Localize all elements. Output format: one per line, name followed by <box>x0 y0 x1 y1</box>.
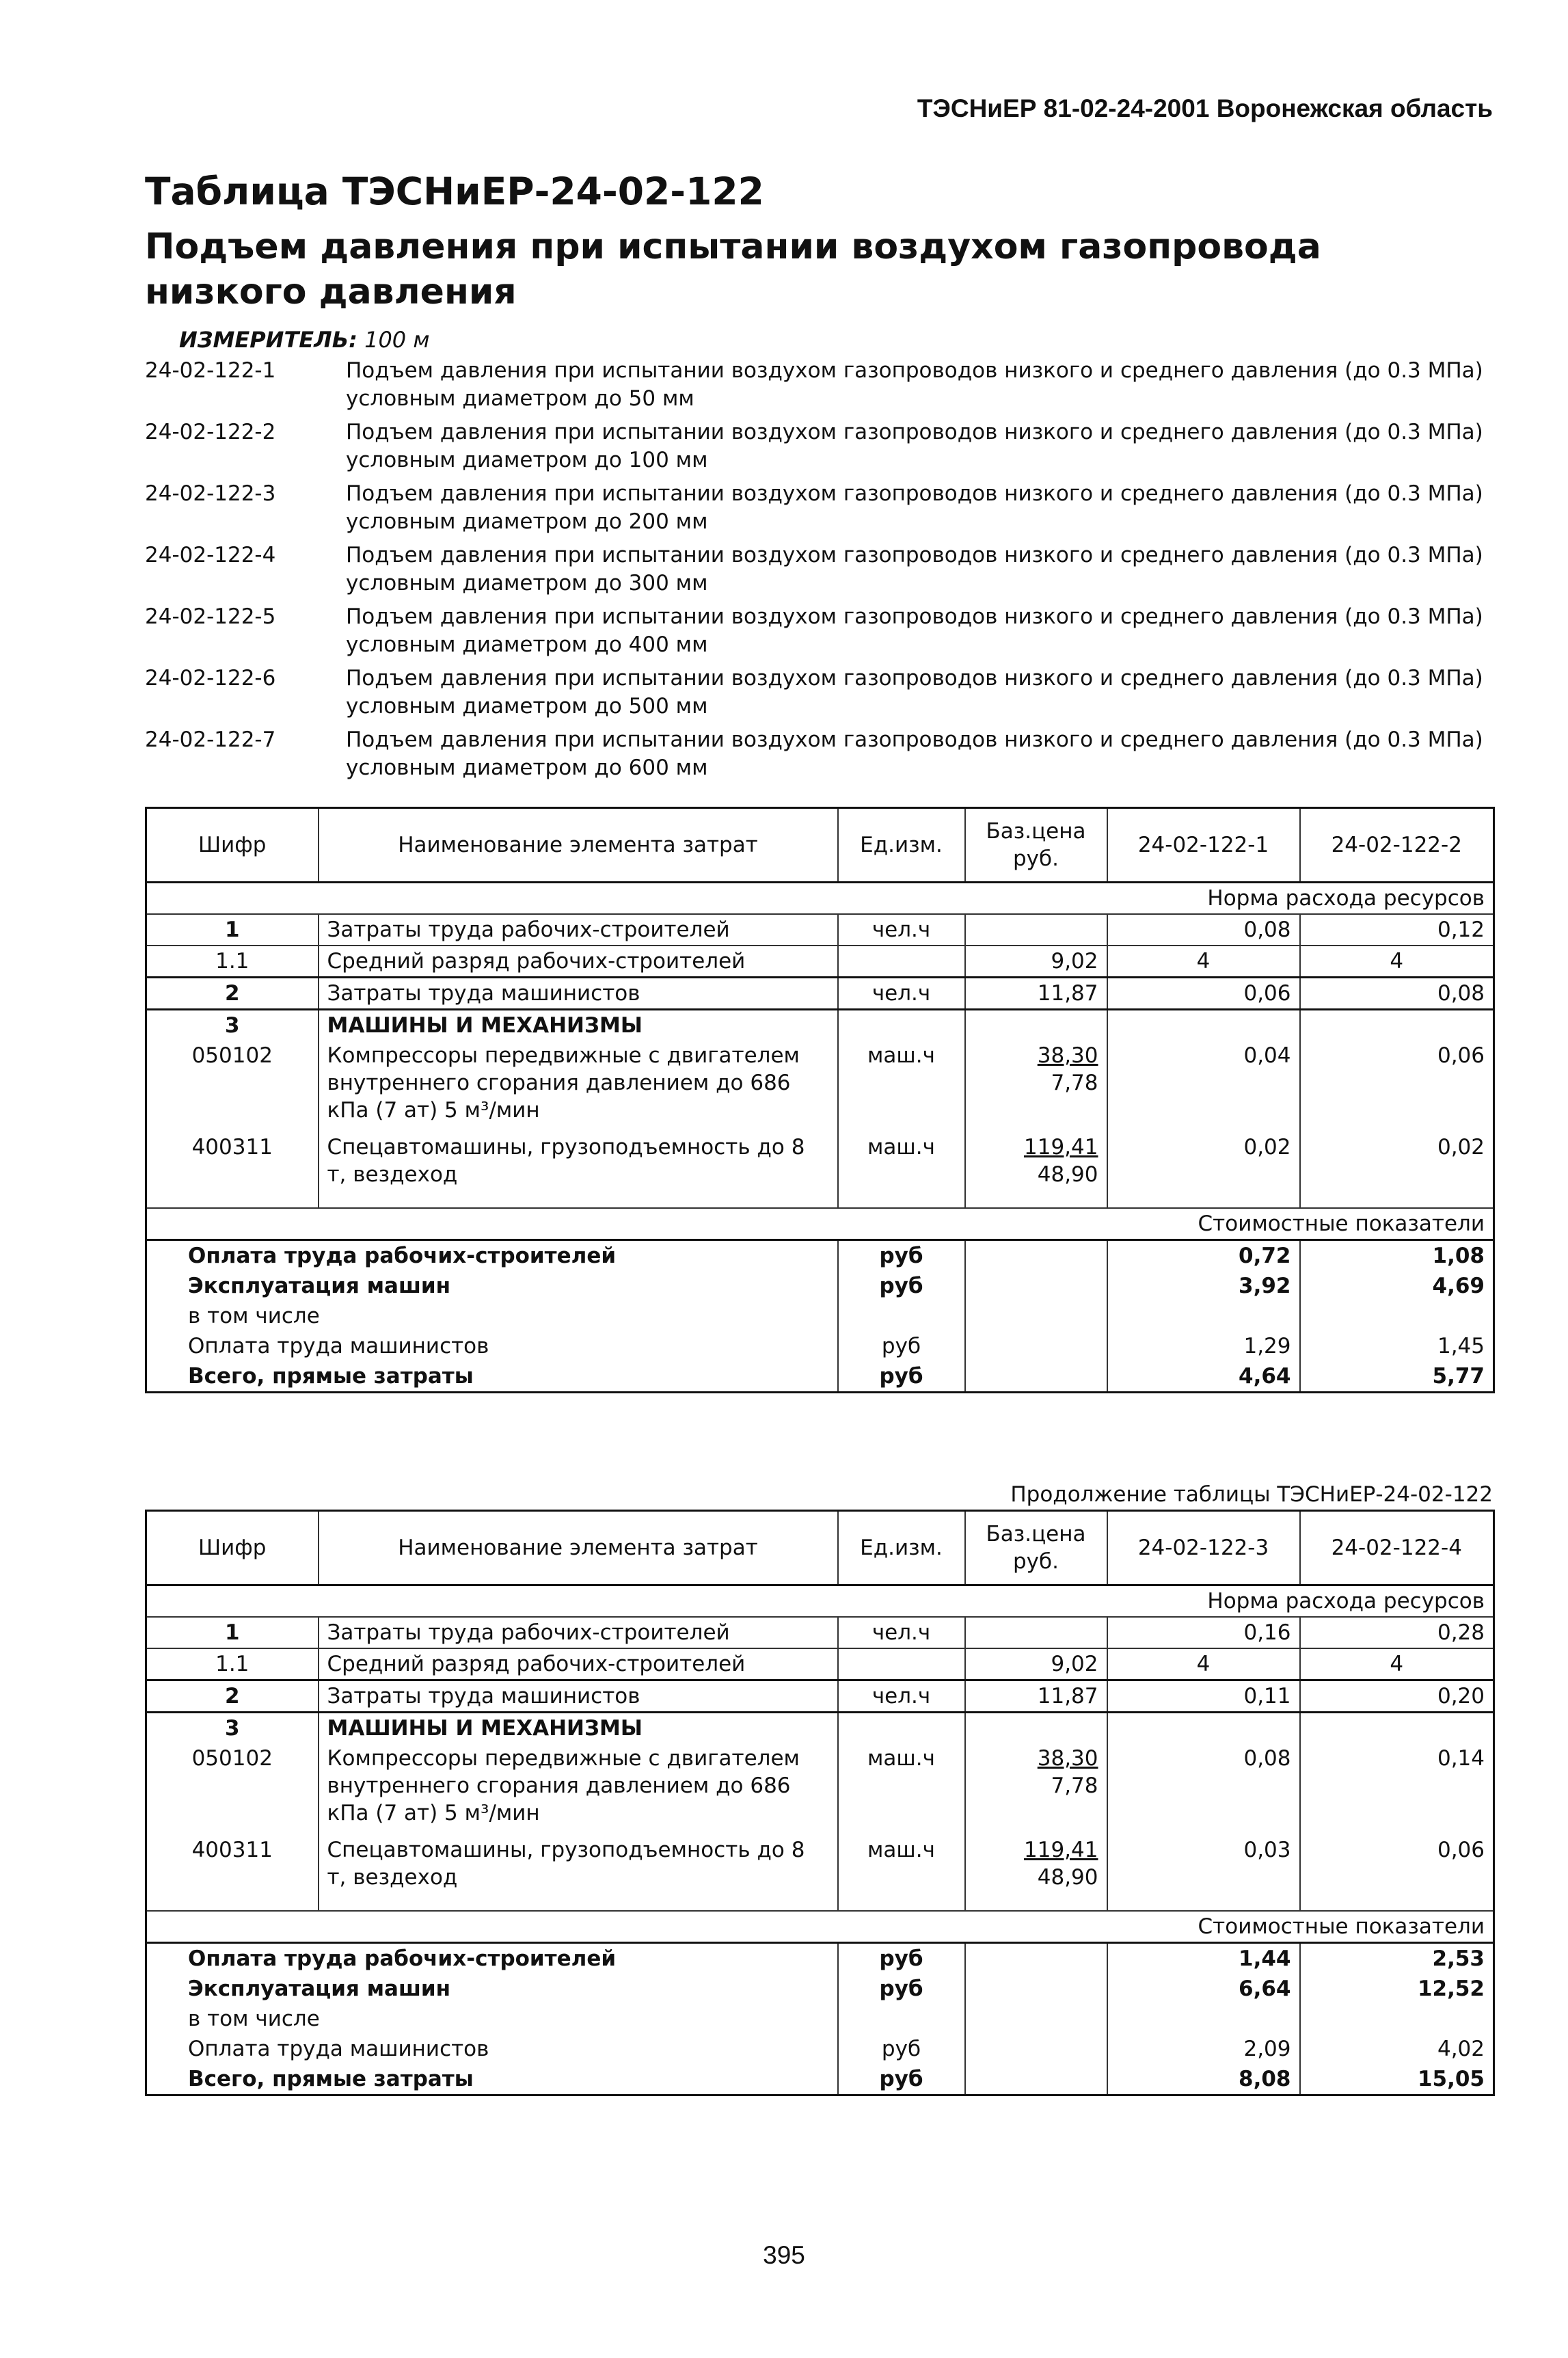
row-unit: чел.ч <box>838 914 965 946</box>
total-row <box>146 1301 1494 1331</box>
unit-item <box>145 357 1498 413</box>
row-value-2: 0,20 <box>1300 1680 1494 1713</box>
total-name: Эксплуатация машин <box>146 1974 838 2004</box>
table-row <box>146 914 1494 946</box>
row-value-1: 0,11 <box>1107 1680 1300 1713</box>
row-code: 400311 <box>146 1125 319 1208</box>
row-code: 050102 <box>146 1743 319 1828</box>
section-row-norma <box>146 883 1494 915</box>
row-value-2: 0,12 <box>1300 914 1494 946</box>
row-value-2: 4 <box>1300 946 1494 978</box>
row-code: 050102 <box>146 1041 319 1125</box>
unit-code: 24-02-122-7 <box>145 727 276 752</box>
total-row <box>146 2034 1494 2064</box>
row-code: 400311 <box>146 1828 319 1911</box>
unit-item <box>145 541 1498 598</box>
total-value-2: 15,05 <box>1300 2064 1494 2095</box>
unit-item <box>145 603 1498 659</box>
measure-value: 100 м <box>364 327 430 353</box>
row-unit: чел.ч <box>838 1680 965 1713</box>
table-row <box>146 1010 1494 1041</box>
row-unit: маш.ч <box>838 1041 965 1125</box>
row-value-1: 0,16 <box>1107 1617 1300 1648</box>
header-price: Баз.цена руб. <box>965 1511 1107 1585</box>
unit-description: Подъем давления при испытании воздухом газопроводов низкого и среднего давления (до 0.3 МПа) условным диаметром до 100 мм <box>346 420 1483 472</box>
row-price: 11,87 <box>965 978 1107 1010</box>
unit-item <box>145 418 1498 474</box>
unit-code: 24-02-122-3 <box>145 481 276 506</box>
header-code: Шифр <box>146 1511 319 1585</box>
header-price: Баз.цена руб. <box>965 808 1107 883</box>
table-title: Таблица ТЭСНиЕР-24-02-122 <box>145 170 764 213</box>
total-row <box>146 1331 1494 1361</box>
total-row <box>146 1943 1494 1974</box>
total-value-1: 2,09 <box>1107 2034 1300 2064</box>
row-name: Средний разряд рабочих-строителей <box>319 946 838 978</box>
row-price-total: 119,41 <box>1024 1135 1098 1160</box>
table-header-row <box>146 808 1494 883</box>
row-unit: маш.ч <box>838 1743 965 1828</box>
row-code: 2 <box>146 1680 319 1713</box>
header-col2: 24-02-122-4 <box>1300 1511 1494 1585</box>
header-code: Шифр <box>146 808 319 883</box>
row-price <box>965 914 1107 946</box>
table-row <box>146 978 1494 1010</box>
total-value-2: 2,53 <box>1300 1943 1494 1974</box>
total-unit: руб <box>838 1974 965 2004</box>
header-name: Наименование элемента затрат <box>319 808 838 883</box>
total-value-1: 6,64 <box>1107 1974 1300 2004</box>
total-name: в том числе <box>146 2004 838 2034</box>
row-unit: маш.ч <box>838 1125 965 1208</box>
total-row <box>146 1240 1494 1272</box>
row-price: 9,02 <box>965 946 1107 978</box>
row-value-1: 0,03 <box>1107 1828 1300 1911</box>
total-unit: руб <box>838 2034 965 2064</box>
row-unit <box>838 946 965 978</box>
document-header: ТЭСНиЕР 81-02-24-2001 Воронежская область <box>917 94 1493 122</box>
unit-description: Подъем давления при испытании воздухом газопроводов низкого и среднего давления (до 0.3 МПа) условным диаметром до 50 мм <box>346 358 1483 411</box>
unit-description: Подъем давления при испытании воздухом газопроводов низкого и среднего давления (до 0.3 МПа) условным диаметром до 600 мм <box>346 727 1483 780</box>
row-price-wage: 48,90 <box>1037 1162 1098 1187</box>
header-col2: 24-02-122-2 <box>1300 808 1494 883</box>
row-name: Затраты труда рабочих-строителей <box>319 1617 838 1648</box>
total-unit: руб <box>838 1943 965 1974</box>
row-name: Затраты труда машинистов <box>319 1680 838 1713</box>
continuation-label: Продолжение таблицы ТЭСНиЕР-24-02-122 <box>1010 1482 1493 1507</box>
unit-description: Подъем давления при испытании воздухом газопроводов низкого и среднего давления (до 0.3 МПа) условным диаметром до 200 мм <box>346 481 1483 534</box>
total-value-1: 8,08 <box>1107 2064 1300 2095</box>
row-value-2: 0,06 <box>1300 1041 1494 1125</box>
row-value-2: 0,06 <box>1300 1828 1494 1911</box>
row-price <box>965 1125 1107 1208</box>
total-value-2: 4,69 <box>1300 1271 1494 1301</box>
total-value-2: 1,08 <box>1300 1240 1494 1272</box>
total-name: Эксплуатация машин <box>146 1271 838 1301</box>
row-value-2: 0,14 <box>1300 1743 1494 1828</box>
total-name: Всего, прямые затраты <box>146 2064 838 2095</box>
table-row <box>146 1713 1494 1744</box>
row-price <box>965 1617 1107 1648</box>
row-price-total: 119,41 <box>1024 1838 1098 1862</box>
row-value-2: 4 <box>1300 1648 1494 1680</box>
total-value-2: 5,77 <box>1300 1361 1494 1393</box>
unit-description: Подъем давления при испытании воздухом газопроводов низкого и среднего давления (до 0.3 МПа) условным диаметром до 300 мм <box>346 543 1483 595</box>
row-name: МАШИНЫ И МЕХАНИЗМЫ <box>319 1713 838 1744</box>
row-name: Компрессоры передвижные с двигателем внутреннего сгорания давлением до 686 кПа (7 ат) 5 м³/мин <box>319 1743 838 1828</box>
unit-code: 24-02-122-2 <box>145 420 276 444</box>
unit-code: 24-02-122-5 <box>145 604 276 629</box>
row-value-1: 0,08 <box>1107 1743 1300 1828</box>
page-number: 395 <box>763 2241 805 2269</box>
table-header-row <box>146 1511 1494 1585</box>
header-col1: 24-02-122-3 <box>1107 1511 1300 1585</box>
total-name: Оплата труда рабочих-строителей <box>146 1240 838 1272</box>
unit-description: Подъем давления при испытании воздухом газопроводов низкого и среднего давления (до 0.3 МПа) условным диаметром до 400 мм <box>346 604 1483 657</box>
row-code: 3 <box>146 1010 319 1041</box>
row-code: 1 <box>146 1617 319 1648</box>
section-label: Норма расхода ресурсов <box>319 1585 1494 1618</box>
row-name: Затраты труда рабочих-строителей <box>319 914 838 946</box>
measure-label: ИЗМЕРИТЕЛЬ: <box>179 327 357 353</box>
header-unit: Ед.изм. <box>838 808 965 883</box>
header-name: Наименование элемента затрат <box>319 1511 838 1585</box>
row-unit: маш.ч <box>838 1828 965 1911</box>
section-label: Стоимостные показатели <box>319 1208 1494 1240</box>
table-row <box>146 946 1494 978</box>
row-unit <box>838 1648 965 1680</box>
row-unit: чел.ч <box>838 978 965 1010</box>
total-name: Всего, прямые затраты <box>146 1361 838 1393</box>
total-name: Оплата труда машинистов <box>146 2034 838 2064</box>
section-row-norma <box>146 1585 1494 1618</box>
row-price-wage: 7,78 <box>1051 1773 1098 1798</box>
row-code: 3 <box>146 1713 319 1744</box>
total-unit: руб <box>838 1271 965 1301</box>
section-row-cost <box>146 1208 1494 1240</box>
total-row <box>146 1271 1494 1301</box>
table-row <box>146 1125 1494 1208</box>
row-value-1: 4 <box>1107 1648 1300 1680</box>
table-row <box>146 1041 1494 1125</box>
total-unit: руб <box>838 1361 965 1393</box>
row-value-1: 0,04 <box>1107 1041 1300 1125</box>
row-name: Затраты труда машинистов <box>319 978 838 1010</box>
unit-item <box>145 726 1498 782</box>
row-value-2: 0,08 <box>1300 978 1494 1010</box>
total-name: в том числе <box>146 1301 838 1331</box>
row-value-2: 0,28 <box>1300 1617 1494 1648</box>
row-price <box>965 1743 1107 1828</box>
row-value-1: 0,08 <box>1107 914 1300 946</box>
header-unit: Ед.изм. <box>838 1511 965 1585</box>
row-price: 9,02 <box>965 1648 1107 1680</box>
total-row <box>146 2004 1494 2034</box>
total-value-1: 4,64 <box>1107 1361 1300 1393</box>
row-price-total: 38,30 <box>1037 1746 1098 1771</box>
row-name: МАШИНЫ И МЕХАНИЗМЫ <box>319 1010 838 1041</box>
row-code: 1.1 <box>146 1648 319 1680</box>
unit-list <box>145 357 1498 788</box>
unit-item <box>145 480 1498 536</box>
table-row <box>146 1828 1494 1911</box>
section-label: Норма расхода ресурсов <box>319 883 1494 915</box>
unit-code: 24-02-122-1 <box>145 358 276 383</box>
total-name: Оплата труда машинистов <box>146 1331 838 1361</box>
row-value-1: 0,02 <box>1107 1125 1300 1208</box>
total-unit: руб <box>838 2064 965 2095</box>
unit-code: 24-02-122-4 <box>145 543 276 567</box>
table-row <box>146 1617 1494 1648</box>
row-price-wage: 7,78 <box>1051 1071 1098 1095</box>
table-row <box>146 1648 1494 1680</box>
unit-item <box>145 665 1498 721</box>
total-row <box>146 1361 1494 1393</box>
unit-description: Подъем давления при испытании воздухом газопроводов низкого и среднего давления (до 0.3 МПа) условным диаметром до 500 мм <box>346 666 1483 719</box>
total-row <box>146 1974 1494 2004</box>
total-unit: руб <box>838 1331 965 1361</box>
row-code: 1.1 <box>146 946 319 978</box>
row-name: Компрессоры передвижные с двигателем внутреннего сгорания давлением до 686 кПа (7 ат) 5 м³/мин <box>319 1041 838 1125</box>
row-price: 11,87 <box>965 1680 1107 1713</box>
total-row <box>146 2064 1494 2095</box>
row-price-total: 38,30 <box>1037 1043 1098 1068</box>
total-value-1: 1,29 <box>1107 1331 1300 1361</box>
row-code: 2 <box>146 978 319 1010</box>
total-value-1: 1,44 <box>1107 1943 1300 1974</box>
total-value-1: 3,92 <box>1107 1271 1300 1301</box>
total-value-2: 1,45 <box>1300 1331 1494 1361</box>
measure-line <box>179 327 429 353</box>
row-name: Спецавтомашины, грузоподъемность до 8 т, вездеход <box>319 1125 838 1208</box>
table-row <box>146 1680 1494 1713</box>
norms-table-2 <box>145 1510 1495 2096</box>
table-row <box>146 1743 1494 1828</box>
total-value-2: 12,52 <box>1300 1974 1494 2004</box>
header-col1: 24-02-122-1 <box>1107 808 1300 883</box>
total-value-1: 0,72 <box>1107 1240 1300 1272</box>
row-price <box>965 1041 1107 1125</box>
section-label: Стоимостные показатели <box>319 1911 1494 1943</box>
row-unit: чел.ч <box>838 1617 965 1648</box>
total-unit: руб <box>838 1240 965 1272</box>
row-price-wage: 48,90 <box>1037 1865 1098 1890</box>
row-value-1: 0,06 <box>1107 978 1300 1010</box>
unit-code: 24-02-122-6 <box>145 666 276 691</box>
total-value-2: 4,02 <box>1300 2034 1494 2064</box>
total-name: Оплата труда рабочих-строителей <box>146 1943 838 1974</box>
row-name: Средний разряд рабочих-строителей <box>319 1648 838 1680</box>
section-row-cost <box>146 1911 1494 1943</box>
table-subtitle: Подъем давления при испытании воздухом газопровода низкого давления <box>145 226 1321 312</box>
row-code: 1 <box>146 914 319 946</box>
row-value-2: 0,02 <box>1300 1125 1494 1208</box>
norms-table-1 <box>145 807 1495 1393</box>
row-price <box>965 1828 1107 1911</box>
row-name: Спецавтомашины, грузоподъемность до 8 т, вездеход <box>319 1828 838 1911</box>
row-value-1: 4 <box>1107 946 1300 978</box>
